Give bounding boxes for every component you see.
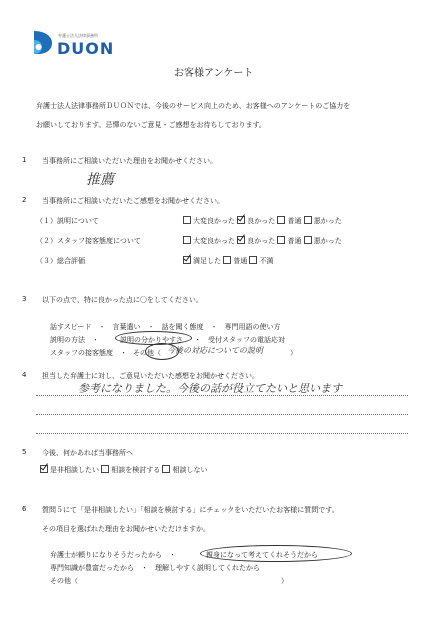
q3-options-line3a: スタッフの接客態度 ・ — [50, 349, 127, 357]
q2-row1-option-1[interactable]: 大変良かった — [183, 217, 235, 225]
q5-text: 今後、何かあれば当事務所へ — [42, 449, 133, 457]
q6-selection-circle — [200, 545, 352, 562]
q4-answer[interactable]: 参考になりました。今後の話が役立てたいと思います — [78, 382, 342, 395]
q1-number: 1 — [22, 156, 27, 164]
page-title: お客様アンケート — [174, 68, 254, 79]
q2-row1-option-2[interactable]: 良かった — [237, 217, 275, 225]
checkbox[interactable] — [304, 216, 312, 224]
intro-line-2: お願いしております。忌憚のないご意見・ご感想をお待ちしております。 — [36, 121, 266, 129]
checkbox-checked[interactable] — [40, 465, 48, 473]
q2-row1-label: （１）説明について — [36, 217, 99, 225]
q6-options-line1a: 弁護士が頼りになりそうだったから ・ — [50, 551, 176, 559]
q5-option-1[interactable]: 是非相談したい — [40, 466, 99, 474]
q6-options-line2: 専門知識が豊富だったから ・ 理解しやすく説明してくれたから — [50, 564, 260, 572]
q3-other-answer[interactable]: 今後の対応についての説明 — [167, 346, 263, 355]
q3-number: 3 — [22, 295, 27, 303]
q6-text-2: その項目を選ばれた理由をお聞かせいただけますか。 — [42, 525, 210, 533]
q2-row3-option-2[interactable]: 普通 — [223, 257, 247, 265]
q4-text: 担当した弁護士に対し、ご意見いただいた感想をお聞かせください。 — [42, 372, 259, 380]
intro-line-1: 弁護士法人法律事務所ＤＵＯＮでは、今後のサービス向上のため、お客様へのアンケートのご協力を — [36, 102, 351, 110]
q6-number: 6 — [22, 505, 27, 513]
q2-row1-option-3[interactable]: 普通 — [277, 217, 301, 225]
q6-option-selected[interactable]: 親身になって考えてくれそうだから — [206, 551, 318, 559]
q3-other-label: その他（ — [133, 349, 161, 357]
q6-options-line3: その他（ ） — [50, 577, 288, 585]
q2-text: 当事務所にご相談いただいたご感想をお聞かせください。 — [42, 197, 224, 205]
checkbox[interactable] — [223, 256, 231, 264]
answer-line — [36, 414, 408, 415]
q5-number: 5 — [22, 448, 27, 456]
checkbox[interactable] — [304, 236, 312, 244]
q2-row3-option-3[interactable]: 不満 — [249, 257, 273, 265]
q2-row1-options — [183, 216, 342, 226]
checkbox-checked[interactable] — [183, 256, 191, 264]
duon-logo-icon — [30, 29, 54, 55]
q2-row3-label: （３）総合評価 — [36, 257, 85, 265]
answer-line — [36, 433, 408, 434]
checkbox[interactable] — [183, 236, 191, 244]
checkbox[interactable] — [162, 465, 170, 473]
q1-text: 当事務所にご相談いただいた理由をお聞かせください。 — [42, 157, 217, 165]
checkbox[interactable] — [277, 216, 285, 224]
q2-row3-option-1[interactable]: 満足した — [183, 257, 221, 265]
q3-text: 以下の点で、特に良かった点に〇をしてください。 — [42, 296, 203, 304]
q3-options-line2a: 説明の方法 ・ — [50, 336, 99, 344]
q2-row2-option-1[interactable]: 大変良かった — [183, 237, 235, 245]
checkbox[interactable] — [277, 236, 285, 244]
q2-row2-options — [183, 236, 342, 246]
q2-row2-option-3[interactable]: 普通 — [277, 237, 301, 245]
logo-name: DUON — [57, 39, 115, 58]
q3-other-close: ） — [290, 349, 297, 357]
q2-row2-option-4[interactable]: 悪かった — [304, 237, 342, 245]
checkbox[interactable] — [101, 465, 109, 473]
q3-options-line1: 話すスピード ・ 言葉遣い ・ 話を聞く態度 ・ 専門用語の使い方 — [50, 323, 281, 331]
q5-option-3[interactable]: 相談しない — [162, 466, 207, 474]
checkbox-checked[interactable] — [237, 236, 245, 244]
q2-row2-option-2[interactable]: 良かった — [237, 237, 275, 245]
q4-number: 4 — [22, 371, 27, 379]
q2-row1-option-4[interactable]: 悪かった — [304, 217, 342, 225]
checkbox-checked[interactable] — [237, 216, 245, 224]
q2-number: 2 — [22, 196, 27, 204]
q2-row2-label: （２）スタッフ接客態度について — [36, 237, 141, 245]
q3-option-selected[interactable]: 説明の分かりやすさ — [120, 336, 183, 344]
q2-row3-options — [183, 256, 273, 266]
q6-text: 質問５にて「是非相談したい」「相談を検討する」にチェックをいただいたお客様に質問です。 — [42, 506, 339, 514]
checkbox[interactable] — [249, 256, 257, 264]
answer-line — [36, 395, 408, 396]
checkbox[interactable] — [183, 216, 191, 224]
logo-subtitle: 弁護士法人法律事務所 — [58, 33, 98, 38]
q3-options-line2c: ・ 受付スタッフの電話応対 — [194, 336, 285, 344]
q5-options — [40, 465, 207, 475]
q1-answer[interactable]: 推薦 — [86, 172, 114, 188]
q5-option-2[interactable]: 相談を検討する — [101, 466, 160, 474]
